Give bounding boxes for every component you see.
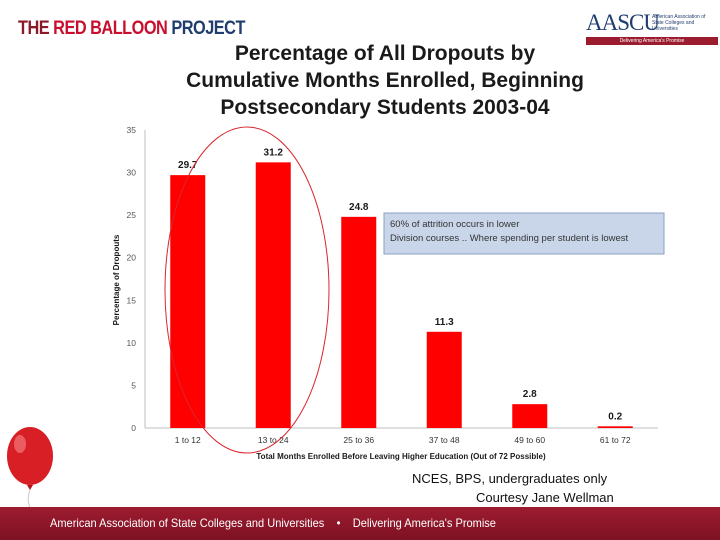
bar-value-label: 11.3 (434, 316, 454, 328)
y-tick-label: 25 (126, 210, 136, 221)
x-tick-label: 13 to 24 (257, 435, 289, 445)
aascu-logo-subtitle: American Association of State Colleges and Universities (652, 14, 706, 32)
bar-series (170, 162, 633, 428)
footer-bar (0, 507, 720, 540)
y-tick-label: 20 (126, 252, 136, 263)
x-tick-labels (175, 435, 631, 445)
annotation-line-2: Division courses .. Where spending per student is lowest (390, 233, 629, 244)
x-tick-label: 61 to 72 (599, 435, 631, 445)
y-tick-label: 35 (126, 125, 136, 135)
logo-word-the: THE (18, 18, 50, 39)
y-tick-label: 10 (126, 337, 136, 348)
bar-value-label: 0.2 (608, 411, 623, 423)
logo-word-red-balloon: RED BALLOON (53, 18, 168, 39)
logo-word-project: PROJECT (171, 18, 245, 39)
bar-value-label: 29.7 (178, 160, 198, 172)
x-axis-label: Total Months Enrolled Before Leaving Higher Education (Out of 72 Possible) (256, 452, 546, 461)
y-axis-label: Percentage of Dropouts (112, 234, 121, 326)
bar (598, 426, 633, 428)
bar-value-label: 31.2 (263, 147, 283, 159)
annotation-line-1: 60% of attrition occurs in lower (390, 219, 520, 230)
x-tick-label: 49 to 60 (514, 435, 546, 445)
bar (341, 217, 376, 428)
bar (170, 175, 205, 428)
aascu-logo-tagline: Delivering America's Promise (586, 37, 718, 45)
source-line-1: NCES, BPS, undergraduates only (412, 471, 608, 486)
footer-tagline: Delivering America's Promise (352, 516, 496, 530)
x-tick-label: 37 to 48 (428, 435, 460, 445)
chart-title: Percentage of All Dropouts by Cumulative Months Enrolled, Beginning Postsecondary Students 2003-04 (186, 42, 584, 119)
x-tick-label: 1 to 12 (174, 435, 201, 445)
bar (512, 404, 547, 428)
footer-separator: • (336, 516, 341, 530)
footer-text (50, 516, 496, 530)
y-tick-label: 0 (131, 423, 136, 433)
y-tick-labels (127, 125, 137, 433)
x-tick-label: 25 to 36 (343, 435, 375, 445)
y-tick-label: 15 (126, 295, 136, 306)
y-tick-label: 30 (126, 167, 136, 178)
data-labels (178, 147, 623, 422)
y-tick-label: 5 (131, 380, 136, 391)
source-line-2: Courtesy Jane Wellman (476, 490, 614, 505)
bar (427, 332, 462, 428)
bar-value-label: 2.8 (522, 389, 537, 401)
bar (256, 162, 291, 428)
annotation-box (384, 213, 664, 254)
bar-value-label: 24.8 (349, 201, 369, 213)
source-note (412, 469, 614, 507)
aascu-logo-mark: AASCU (586, 10, 659, 35)
footer-org-name: American Association of State Colleges and Universities (50, 516, 325, 530)
